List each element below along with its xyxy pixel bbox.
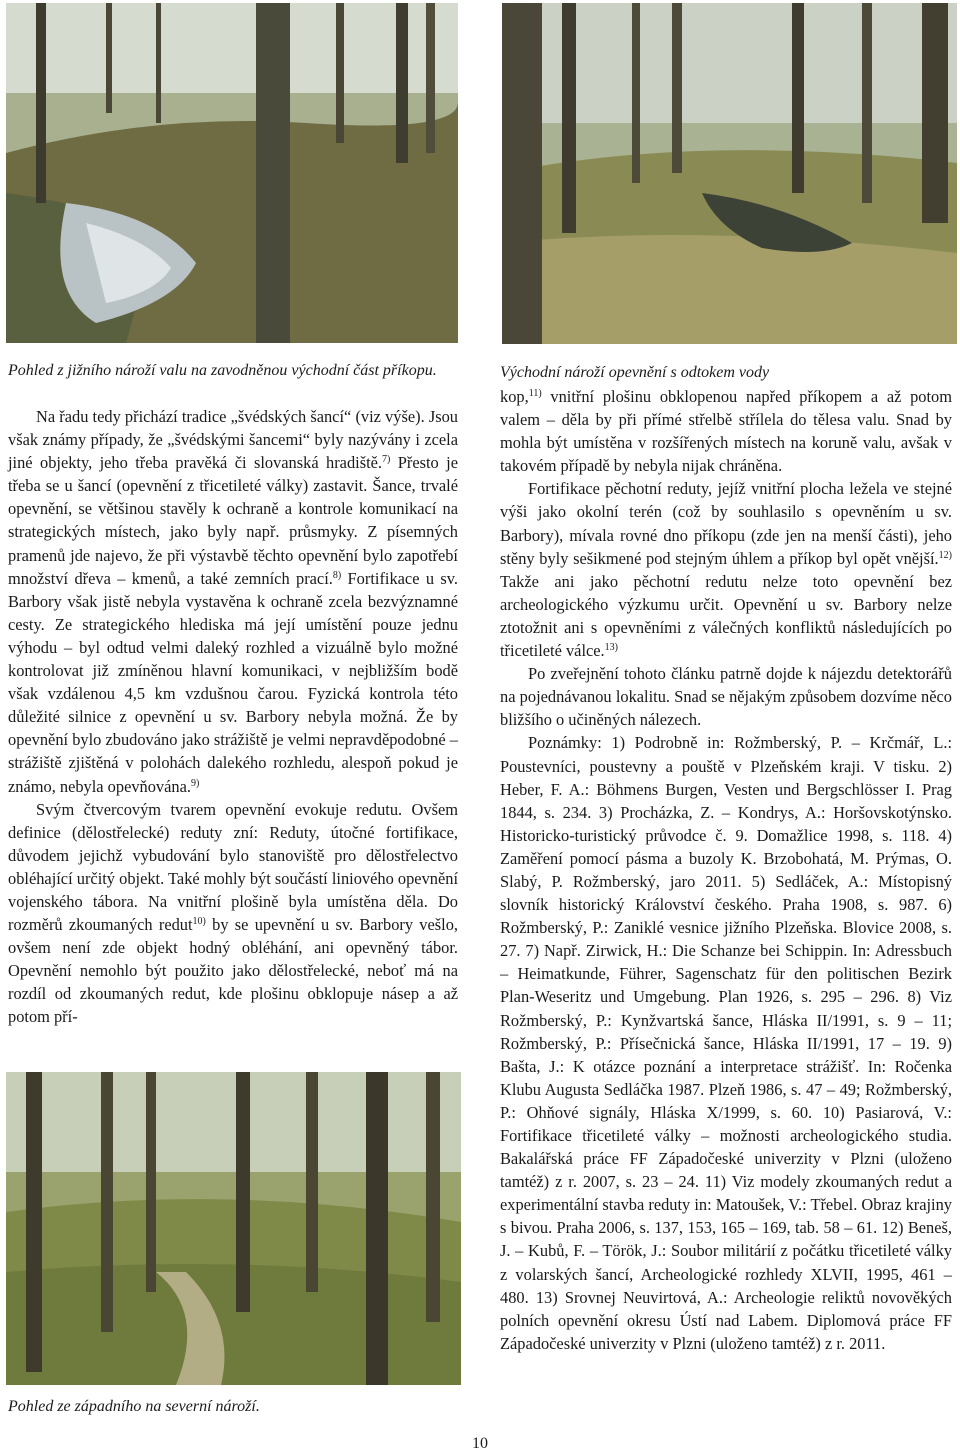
footnote-ref: 8) [332,569,342,581]
paragraph [8,798,458,1029]
text-span: kop, [500,387,529,406]
text-span: Fortifikace u sv. Barbory však jistě nebyla vystavěna k ochraně zcela bezvýznamné cesty. Ze strategického hlediska má její umístění pouze jednu výhodu – byl odtud velmi daleký rozhled a vizuálně bylo možné kontrolovat již zmíněnou hlavní komunikaci, v nejbližším bodě však vzdálenou 4,5 km vzdušnou čarou. Fyzická kontrola této důležité silnice z opevnění u sv. Barbory nebyla možná. Že by opevnění bylo zbudováno jako strážiště je velmi nepravděpodobné – strážiště zjištěná v polohách dalekého rozhledu, alespoň pokud je známo, nebyla opevňována. [8,568,458,796]
left-text-column [8,405,458,1029]
photo-east-corner [502,3,957,344]
footnote-ref: 12) [938,549,952,561]
text-span: Takže ani jako pěchotní redutu nelze toto opevnění bez archeologického výzkumu určit. Opevnění u sv. Barbory nelze ztotožnit ani s opevněními z válečných konfliktů následujících po třicetileté válce. [500,571,952,661]
footnote-ref: 7) [382,454,391,466]
page-number: 10 [472,1435,488,1452]
caption-top-left: Pohled z jižního nároží valu na zavodněnou východní část příkopu. [8,362,437,379]
paragraph [500,477,952,662]
photo-moat-water [6,3,458,343]
forest-photo-graphic [502,3,957,344]
paragraph: Po zveřejnění tohoto článku patrně dojde k nájezdu detektorářů na pojednávanou lokalitu. Snad se nějakým způsobem dozvíme něco bližšího o učiněných nálezech. [500,664,952,730]
text-span: by se upevnění u sv. Barbory vešlo, ovšem není zde objekt hodný obléhání, ani opevněný tábor. Opevnění nemohlo být použito jako dělostřelecké, neboť má na rozdíl od zkoumaných redut, kde plošinu obklopuje násep a až potom pří- [8,915,458,1027]
paragraph [8,405,458,798]
forest-photo-graphic [6,3,458,343]
paragraph [500,385,952,477]
caption-top-right: Východní nároží opevnění s odtokem vody [500,364,770,381]
footnote-ref: 10) [192,916,206,928]
text-span: vnitřní plošinu obklopenou napřed příkopem a až potom valem – děla by při přímé střelbě střílela do tělesa valu. Snad by mohla být umístěna v rozšířených místech na koruně valu, avšak v takovém případě by nebyla nijak chráněna. [500,387,952,476]
caption-bottom-left: Pohled ze západního na severní nároží. [8,1398,260,1415]
forest-photo-graphic [6,1072,461,1385]
text-span: Fortifikace pěchotní reduty, jejíž vnitřní plocha ležela ve stejné výši jako okolní terén (což by souhlasilo s opevněním u sv. Barbory), mívala rovné dno příkopu (zde jen na menší části), jeho stěny byly sešikmené pod stejným úhlem a příkop byl opět vnější. [500,479,952,568]
text-span: Přesto je třeba se u šancí (opevnění z třicetileté války) zastavit. Šance, trvalé opevnění, se většinou stavěly k ochraně a kontrole komunikací na strategických místech, jako byly např. průsmyky. Z písemných pramenů jde najevo, že při výstavbě těchto opevnění bylo zapotřebí množství dřeva – kmenů, a také zemních prací. [8,453,458,588]
notes-paragraph: Poznámky: 1) Podrobně in: Rožmberský, P. – Krčmář, L.: Poustevníci, poustevny a pouště v Plzeňském kraji. V tisku. 2) Heber, F. A.: Böhmens Burgen, Vesten und Bergschlösser I. Prag 1844, s. 234. 3) Procházka, Z. – Kondrys, A.: Horšovskotýnsko. Historicko-turistický průvodce č. 9. Domažlice 1998, s. 118. 4) Zaměření pomocí pásma a buzoly K. Brzobohatá, M. Prýmas, O. Slabý, P. Rožmberský, jaro 2011. 5) Sedláček, A.: Místopisný slovník historický Království českého. Praha 1908, s. 987. 6) Rožmberský, P.: Zaniklé vesnice jižního Plzeňska. Blovice 2008, s. 27. 7) Např. Zirwick, H.: Die Schanze bei Schippin. In: Adressbuch – Heimatkunde, Führer, Sagenschatz für den politischen Bezirk Plan-Weseritz und Umgebung. Plan 1926, s. 295 – 296. 8) Viz Rožmberský, P.: Kynžvartská šance, Hláska II/1991, s. 9 – 11; Rožmberský, P.: Přísečnická šance, Hláska II/1991, 17 – 19. 9) Bašta, J.: K otázce poznání a interpretace strážišť. In: Ročenka Klubu Augusta Sedláčka 1987. Plzeň 1986, s. 47 – 49; Rožmberský, P.: Ohňové signály, Hláska X/1999, s. 60. 10) Pasiarová, V.: Fortifikace třicetileté války – možnosti archeologického studia. Bakalářská práce FF Západočeské univerzity v Plzni (uloženo tamtéž) z r. 2007, s. 23 – 24. 11) Viz modely zkoumaných redut a experimentální stavba reduty in: Matoušek, V.: Třebel. Obraz krajiny s bivou. Praha 2006, s. 137, 153, 165 – 169, tab. 58 – 61. 12) Beneš, J. – Kubů, F. – Török, J.: Soubor militárií z počátku třicetileté války z volarských šancí, Archeologické rozhledy XLVII, 1995, 461 – 480. 13) Srovnej Neuvirtová, A.: Archeologie reliktů novověkých polních opevnění okresu Ústí nad Labem. Diplomová práce FF Západočeské univerzity v Plzni (uloženo tamtéž) z r. 2011. [500,733,952,1353]
footnote-ref: 9) [190,777,200,789]
text-span: Svým čtvercovým tvarem opevnění evokuje redutu. Ovšem definice (dělostřelecké) reduty zní: Reduty, útočné fortifikace, důvodem jejichž vybudování bylo stanoviště pro dělostřelectvo obléhající určitý objekt. Také mohly být součástí liniového opevnění vojenského tábora. Na vnitřní plošině byla umístěna děla. Do rozměrů zkoumaných redut [8,799,458,935]
photo-west-north-corner [6,1072,461,1385]
footnote-ref: 13) [604,642,618,654]
footnote-ref: 11) [528,388,542,399]
right-text-column [500,385,952,1355]
text-span: Na řadu tedy přichází tradice „švédských šancí“ (viz výše). Jsou však známy případy, že „švédskými šancemi“ byly nazývány i zcela jiné objekty, jeho třeba pravěká či slovanská hradiště. [8,407,458,473]
